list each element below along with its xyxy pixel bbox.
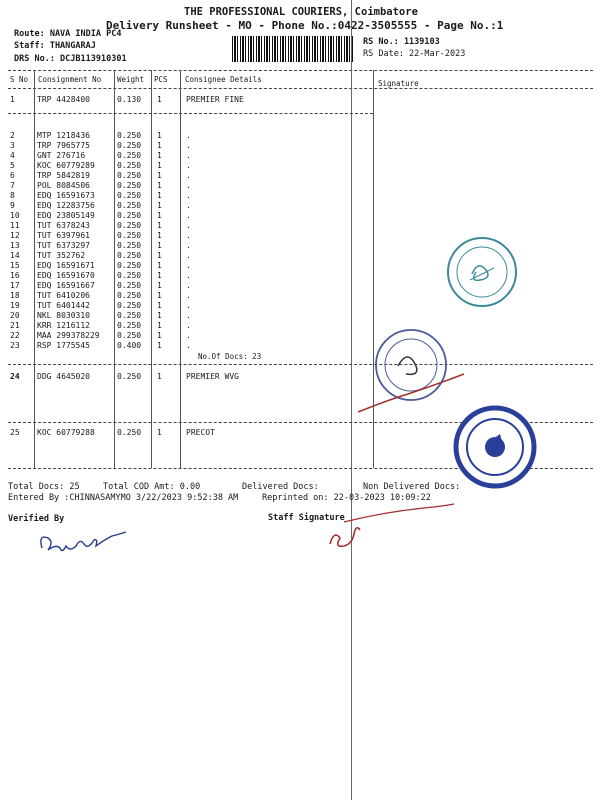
- row-weight: 0.130: [117, 95, 142, 104]
- row-consignment: MAA 299378229: [37, 331, 100, 340]
- row-consignee: .: [186, 221, 191, 230]
- col-header-consignee: Consignee Details: [185, 75, 262, 84]
- row-consignment: TUT 6378243: [37, 221, 90, 230]
- row-sno: 21: [10, 321, 20, 330]
- table-row: [0, 131, 600, 141]
- row-consignment: TRP 5842819: [37, 171, 90, 180]
- row-consignee: PRECOT: [186, 428, 215, 437]
- drs-number: DRS No.: DCJB113910301: [14, 54, 127, 64]
- row-weight: 0.250: [117, 331, 142, 340]
- row-weight: 0.250: [117, 311, 142, 320]
- row-consignee: .: [186, 171, 191, 180]
- row-weight: 0.250: [117, 321, 142, 330]
- row-sno: 3: [10, 141, 15, 150]
- row-sno: 24: [10, 372, 20, 381]
- row-pcs: 1: [157, 428, 162, 437]
- row-consignee: .: [186, 141, 191, 150]
- row-consignee: PREMIER FINE: [186, 95, 244, 104]
- row-consignee: .: [186, 131, 191, 140]
- staff-signature-label: Staff Signature: [268, 513, 345, 523]
- row-consignee: .: [186, 301, 191, 310]
- row-pcs: 1: [157, 291, 162, 300]
- row-weight: 0.250: [117, 201, 142, 210]
- row-consignment: EDQ 12283756: [37, 201, 95, 210]
- row-weight: 0.400: [117, 341, 142, 350]
- row-weight: 0.250: [117, 181, 142, 190]
- col-header-signature: Signature: [378, 79, 419, 88]
- row-pcs: 1: [157, 181, 162, 190]
- staff: Staff: THANGARAJ: [14, 41, 96, 51]
- row-sno: 16: [10, 271, 20, 280]
- row-weight: 0.250: [117, 291, 142, 300]
- row-weight: 0.250: [117, 301, 142, 310]
- row-consignment: GNT 276716: [37, 151, 86, 160]
- row-pcs: 1: [157, 171, 162, 180]
- row-consignment: TUT 352762: [37, 251, 86, 260]
- row-consignee: .: [186, 291, 191, 300]
- row-weight: 0.250: [117, 131, 142, 140]
- table-row: [0, 95, 600, 105]
- non-delivered-docs: Non Delivered Docs:: [363, 482, 461, 492]
- row-consignee: .: [186, 271, 191, 280]
- row-weight: 0.250: [117, 241, 142, 250]
- row-consignment: KOC 60779289: [37, 161, 95, 170]
- row-weight: 0.250: [117, 191, 142, 200]
- table-row: [0, 191, 600, 201]
- table-row: [0, 171, 600, 181]
- row-weight: 0.250: [117, 151, 142, 160]
- runsheet-title: Delivery Runsheet - MO - Phone No.:0422-3505555 - Page No.:1: [106, 19, 504, 32]
- row-sno: 9: [10, 201, 15, 210]
- no-of-docs: No.Of Docs: 23: [198, 352, 262, 361]
- row-pcs: 1: [157, 141, 162, 150]
- row-weight: 0.250: [117, 221, 142, 230]
- premier-mills-stamp: [444, 234, 520, 310]
- row-weight: 0.250: [117, 171, 142, 180]
- row-separator: [8, 364, 593, 365]
- precot-stamp: [452, 404, 538, 490]
- row-weight: 0.250: [117, 281, 142, 290]
- row-sno: 11: [10, 221, 20, 230]
- total-cod: Total COD Amt: 0.00: [103, 482, 201, 492]
- table-row: [0, 211, 600, 221]
- row-consignee: .: [186, 261, 191, 270]
- table-row: [0, 201, 600, 211]
- row-pcs: 1: [157, 231, 162, 240]
- row-consignment: KOC 60779288: [37, 428, 95, 437]
- reprinted-on: Reprinted on: 22-03-2023 10:09:22: [262, 493, 431, 503]
- row-consignee: .: [186, 181, 191, 190]
- row-pcs: 1: [157, 211, 162, 220]
- col-header-weight: Weight: [117, 75, 145, 84]
- row-sno: 7: [10, 181, 15, 190]
- signature-stroke-red: [356, 372, 466, 416]
- row-consignment: MTP 1218436: [37, 131, 90, 140]
- table-row: [0, 221, 600, 231]
- row-weight: 0.250: [117, 231, 142, 240]
- row-pcs: 1: [157, 311, 162, 320]
- row-consignment: DDG 4645020: [37, 372, 90, 381]
- row-pcs: 1: [157, 271, 162, 280]
- row-consignee: .: [186, 161, 191, 170]
- row-pcs: 1: [157, 281, 162, 290]
- staff-signature: [320, 500, 460, 558]
- row-consignment: TUT 6373297: [37, 241, 90, 250]
- row-consignment: EDQ 16591667: [37, 281, 95, 290]
- row-sno: 20: [10, 311, 20, 320]
- verified-signature: [36, 526, 136, 560]
- row-consignee: .: [186, 281, 191, 290]
- row-consignment: RSP 1775545: [37, 341, 90, 350]
- row-consignment: EDQ 23805149: [37, 211, 95, 220]
- header-bottom-rule: [8, 88, 593, 89]
- fold-line: [351, 0, 352, 800]
- row-pcs: 1: [157, 151, 162, 160]
- row-sno: 15: [10, 261, 20, 270]
- row-weight: 0.250: [117, 141, 142, 150]
- row-consignee: .: [186, 341, 191, 350]
- row-sno: 25: [10, 428, 20, 437]
- row-pcs: 1: [157, 301, 162, 310]
- row-consignment: EDQ 16591671: [37, 261, 95, 270]
- table-row: [0, 331, 600, 341]
- row-consignment: TUT 6410206: [37, 291, 90, 300]
- row-weight: 0.250: [117, 271, 142, 280]
- row-sno: 14: [10, 251, 20, 260]
- table-row: [0, 151, 600, 161]
- table-row: [0, 321, 600, 331]
- table-row: [0, 311, 600, 321]
- table-row: [0, 181, 600, 191]
- col-header-pcs: PCS: [154, 75, 168, 84]
- row-consignment: KRR 1216112: [37, 321, 90, 330]
- row-pcs: 1: [157, 201, 162, 210]
- route: Route: NAVA INDIA PC4: [14, 29, 122, 39]
- row-consignee: .: [186, 211, 191, 220]
- row-sno: 18: [10, 291, 20, 300]
- row-consignment: NKL 8030310: [37, 311, 90, 320]
- table-row: [0, 161, 600, 171]
- col-header-sno: S No: [10, 75, 29, 84]
- row-consignee: .: [186, 311, 191, 320]
- row-sno: 5: [10, 161, 15, 170]
- rs-date: RS Date: 22-Mar-2023: [363, 49, 466, 59]
- table-top-rule: [8, 70, 593, 71]
- row-pcs: 1: [157, 321, 162, 330]
- row-sno: 22: [10, 331, 20, 340]
- row-sno: 17: [10, 281, 20, 290]
- row-consignment: TRP 7965775: [37, 141, 90, 150]
- table-row: [0, 372, 600, 382]
- row-sno: 2: [10, 131, 15, 140]
- row-consignment: EDQ 16591670: [37, 271, 95, 280]
- row-pcs: 1: [157, 372, 162, 381]
- row-consignment: TRP 4428400: [37, 95, 90, 104]
- row-consignee: .: [186, 321, 191, 330]
- row-consignee: .: [186, 191, 191, 200]
- row-consignee: PREMIER WVG: [186, 372, 239, 381]
- barcode: [232, 36, 354, 62]
- row-pcs: 1: [157, 95, 162, 104]
- row-weight: 0.250: [117, 428, 142, 437]
- company-name: THE PROFESSIONAL COURIERS, Coimbatore: [184, 6, 418, 18]
- row-pcs: 1: [157, 331, 162, 340]
- table-row: [0, 141, 600, 151]
- row-weight: 0.250: [117, 211, 142, 220]
- row-consignee: .: [186, 151, 191, 160]
- delivered-docs: Delivered Docs:: [242, 482, 319, 492]
- row-pcs: 1: [157, 251, 162, 260]
- row-consignee: .: [186, 331, 191, 340]
- row-sno: 6: [10, 171, 15, 180]
- row-pcs: 1: [157, 261, 162, 270]
- row-consignee: .: [186, 251, 191, 260]
- row-sno: 23: [10, 341, 20, 350]
- total-docs: Total Docs: 25: [8, 482, 80, 492]
- row-pcs: 1: [157, 241, 162, 250]
- row-consignment: POL 8084506: [37, 181, 90, 190]
- row-pcs: 1: [157, 131, 162, 140]
- rs-number: RS No.: 1139103: [363, 37, 440, 47]
- row-sno: 8: [10, 191, 15, 200]
- row-weight: 0.250: [117, 372, 142, 381]
- verified-by-label: Verified By: [8, 514, 65, 524]
- row-consignee: .: [186, 231, 191, 240]
- row-pcs: 1: [157, 191, 162, 200]
- row-consignment: EDQ 16591673: [37, 191, 95, 200]
- row-consignee: .: [186, 201, 191, 210]
- row-weight: 0.250: [117, 161, 142, 170]
- entered-by: Entered By :CHINNASAMYMO 3/22/2023 9:52:38 AM: [8, 493, 239, 503]
- row-sno: 10: [10, 211, 20, 220]
- row-sno: 1: [10, 95, 15, 104]
- row-sno: 4: [10, 151, 15, 160]
- row-sno: 19: [10, 301, 20, 310]
- row-weight: 0.250: [117, 261, 142, 270]
- row-consignee: .: [186, 241, 191, 250]
- row-pcs: 1: [157, 221, 162, 230]
- row-weight: 0.250: [117, 251, 142, 260]
- col-header-consignment: Consignment No: [38, 75, 102, 84]
- row-sno: 13: [10, 241, 20, 250]
- table-row: [0, 341, 600, 351]
- row-consignment: TUT 6401442: [37, 301, 90, 310]
- row-pcs: 1: [157, 161, 162, 170]
- row-separator: [8, 113, 373, 114]
- row-pcs: 1: [157, 341, 162, 350]
- row-consignment: TUT 6397961: [37, 231, 90, 240]
- row-sno: 12: [10, 231, 20, 240]
